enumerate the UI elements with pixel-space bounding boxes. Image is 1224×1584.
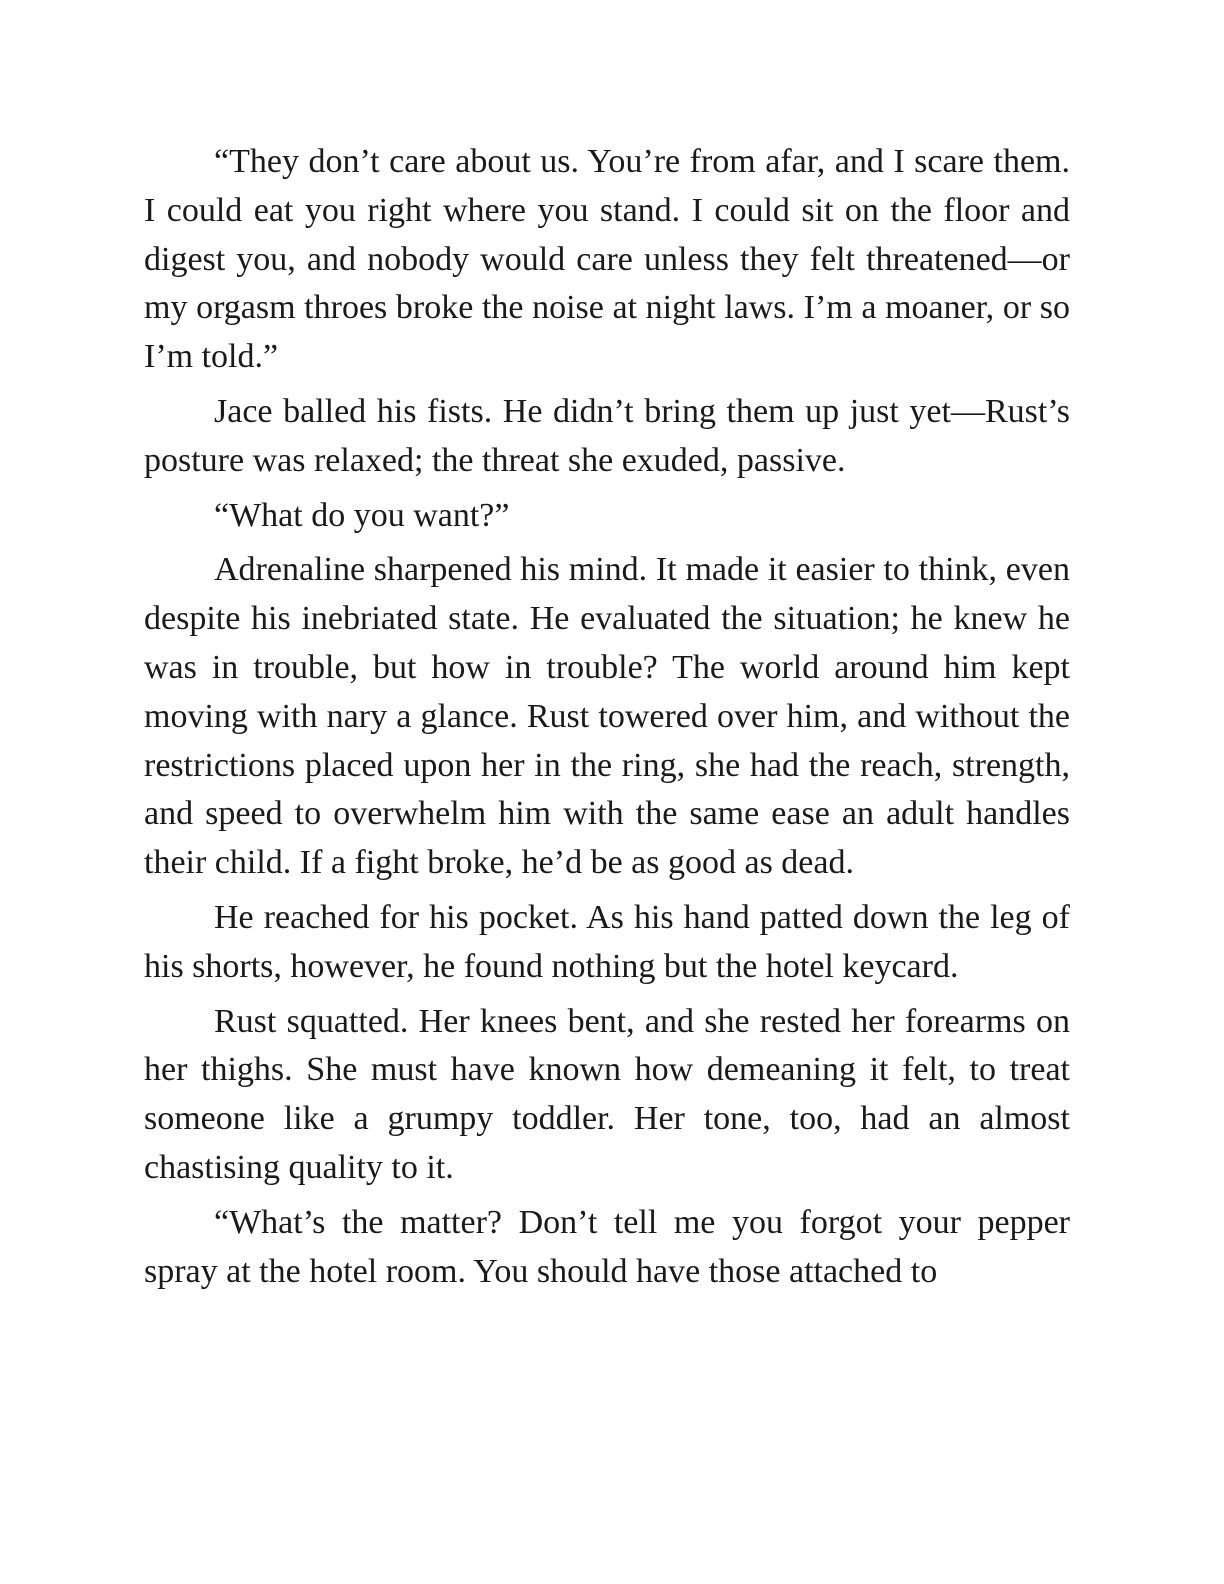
paragraph: “They don’t care about us. You’re from afar, and I scare them. I could eat you right where you stand. I could sit on the floor and digest you, and nobody would care unless they felt threatened—or my orgasm throes broke the noise at night laws. I’m a moaner, or so I’m told.”: [144, 143, 1070, 376]
paragraph: Adrenaline sharpened his mind. It made it easier to think, even despite his inebriated state. He evaluated the situation; he knew he was in trouble, but how in trouble? The world around him kept moving with nary a glance. Rust towered over him, and without the restrictions placed upon her in the ring, she had the reach, strength, and speed to overwhelm him with the same ease an adult handles their child. If a fight broke, he’d be as good as dead.: [144, 551, 1070, 882]
paragraph: He reached for his pocket. As his hand patted down the leg of his shorts, however, he found nothing but the hotel keycard.: [144, 898, 1070, 985]
paragraph: Jace balled his fists. He didn’t bring them up just yet—Rust’s posture was relaxed; the threat she exuded, passive.: [144, 392, 1070, 479]
paragraph: “What do you want?”: [214, 496, 510, 534]
paragraph: “What’s the matter? Don’t tell me you forgot your pepper spray at the hotel room. You should have those attached to: [144, 1203, 1070, 1290]
paragraph: Rust squatted. Her knees bent, and she rested her forearms on her thighs. She must have known how demeaning it felt, to treat someone like a grumpy toddler. Her tone, too, had an almost chastising quality to it.: [144, 1002, 1070, 1186]
page-body: [144, 138, 1070, 1296]
